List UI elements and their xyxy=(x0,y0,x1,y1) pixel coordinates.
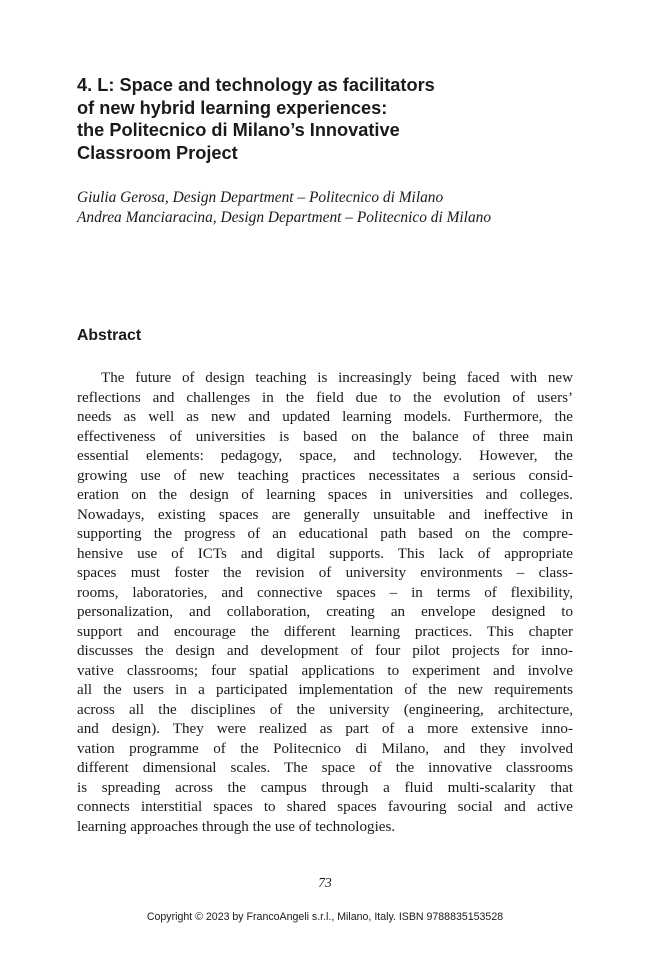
abstract-line: essential elements: pedagogy, space, and technology. However, the xyxy=(77,448,573,464)
abstract-line: reflections and challenges in the field due to the evolution of users’ xyxy=(77,389,573,406)
abstract-line: spaces must foster the revision of university environments – class- xyxy=(77,565,573,581)
abstract-line: support and encourage the different learning practices. This chapter xyxy=(77,623,573,640)
abstract-line: all the users in a participated implementation of the new requirements xyxy=(77,682,573,698)
abstract-line: Nowadays, existing spaces are generally unsuitable and ineffective in xyxy=(77,506,573,523)
author-list xyxy=(77,188,617,228)
abstract-line: and design). They were realized as part of a more extensive inno- xyxy=(77,721,573,737)
abstract-line: connects interstitial spaces to shared spaces favouring social and active xyxy=(77,799,573,815)
abstract-line: needs as well as new and updated learning models. Furthermore, the xyxy=(77,409,573,425)
abstract-line: hensive use of ICTs and digital supports. This lack of appropriate xyxy=(77,545,573,562)
abstract-line: vative classrooms; four spatial applications to experiment and involve xyxy=(77,662,573,679)
abstract-line: learning approaches through the use of technologies. xyxy=(77,818,396,835)
chapter-title xyxy=(77,74,597,164)
abstract-line: supporting the progress of an educational path based on the compre- xyxy=(77,526,573,542)
abstract-line: effectiveness of universities is based on the balance of three main xyxy=(77,428,573,445)
page-number: 73 xyxy=(318,875,332,890)
chapter-title-line: Classroom Project xyxy=(77,142,238,163)
abstract-line: The future of design teaching is increasingly being faced with new xyxy=(101,370,573,386)
abstract-heading: Abstract xyxy=(77,327,142,344)
abstract-line: personalization, and collaboration, creating an envelope designed to xyxy=(77,604,573,620)
chapter-title-line: of new hybrid learning experiences: xyxy=(77,97,388,118)
chapter-title-line: the Politecnico di Milano’s Innovative xyxy=(77,120,400,140)
abstract-line: growing use of new teaching practices necessitates a serious consid- xyxy=(77,467,573,484)
author-line: Andrea Manciaracina, Design Department – Politecnico di Milano xyxy=(77,209,492,226)
abstract-line: is spreading across the campus through a fluid multi-scalarity that xyxy=(77,779,573,796)
abstract-line: different dimensional scales. The space of the innovative classrooms xyxy=(77,760,573,776)
author-line: Giulia Gerosa, Design Department – Politecnico di Milano xyxy=(77,189,444,206)
chapter-title-line: 4. L: Space and technology as facilitators xyxy=(77,75,435,95)
abstract-line: rooms, laboratories, and connective spaces – in terms of flexibility, xyxy=(77,584,573,601)
abstract-line: across all the disciplines of the university (engineering, architecture, xyxy=(77,701,573,718)
abstract-line: discusses the design and development of four pilot projects for inno- xyxy=(77,643,573,659)
abstract-line: vation programme of the Politecnico di Milano, and they involved xyxy=(77,740,573,757)
abstract-body xyxy=(77,369,573,837)
copyright-notice: Copyright © 2023 by FrancoAngeli s.r.l., Milano, Italy. ISBN 9788835153528 xyxy=(146,911,504,923)
abstract-line: eration on the design of learning spaces in universities and colleges. xyxy=(77,487,573,503)
